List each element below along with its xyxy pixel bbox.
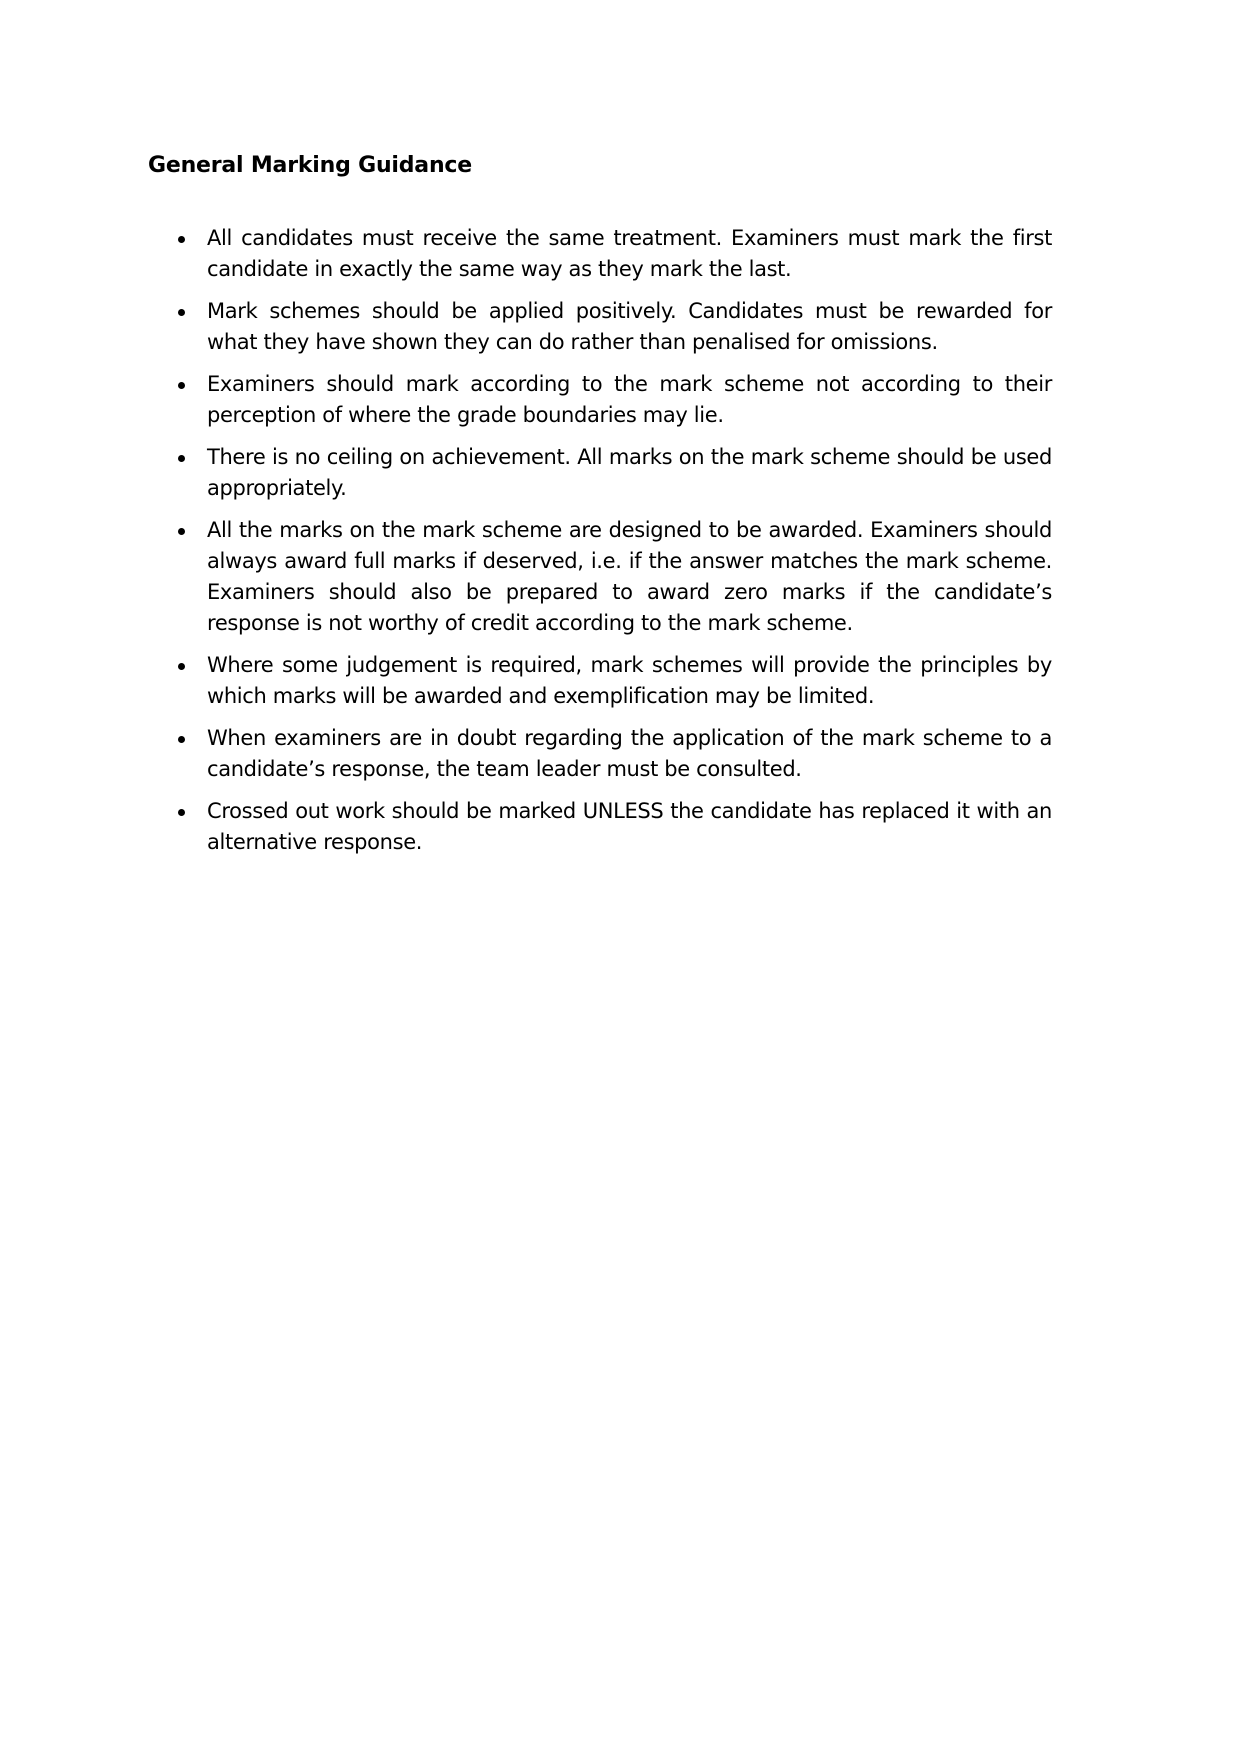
list-item	[148, 796, 1052, 858]
bullet-icon	[178, 382, 185, 389]
list-item-text: Examiners should mark according to the mark scheme not according to their perception of where the grade boundaries may lie.	[207, 372, 1052, 427]
list-item	[148, 650, 1052, 712]
list-item	[148, 223, 1052, 285]
bullet-icon	[178, 236, 185, 243]
guidance-list	[148, 223, 1052, 858]
list-item-text: All candidates must receive the same treatment. Examiners must mark the first candidate in exactly the same way as they mark the last.	[207, 226, 1052, 281]
list-item-text: Where some judgement is required, mark schemes will provide the principles by which marks will be awarded and exemplification may be limited.	[207, 653, 1052, 708]
list-item	[148, 442, 1052, 504]
bullet-icon	[178, 309, 185, 316]
list-item	[148, 515, 1052, 639]
bullet-icon	[178, 455, 185, 462]
document-page	[148, 150, 1052, 869]
list-item	[148, 369, 1052, 431]
list-item	[148, 296, 1052, 358]
list-item-text: All the marks on the mark scheme are designed to be awarded. Examiners should always award full marks if deserved, i.e. if the answer matches the mark scheme. Examiners should also be prepared to award zero marks if the candidate’s response is not worthy of credit according to the mark scheme.	[207, 518, 1052, 635]
bullet-icon	[178, 809, 185, 816]
list-item-text: Crossed out work should be marked UNLESS the candidate has replaced it with an alternative response.	[207, 799, 1052, 854]
list-item-text: When examiners are in doubt regarding the application of the mark scheme to a candidate’s response, the team leader must be consulted.	[207, 726, 1052, 781]
list-item-text: Mark schemes should be applied positively. Candidates must be rewarded for what they have shown they can do rather than penalised for omissions.	[207, 299, 1052, 354]
list-item-text: There is no ceiling on achievement. All marks on the mark scheme should be used appropriately.	[207, 445, 1052, 500]
bullet-icon	[178, 663, 185, 670]
bullet-icon	[178, 736, 185, 743]
bullet-icon	[178, 528, 185, 535]
page-title: General Marking Guidance	[148, 153, 472, 178]
list-item	[148, 723, 1052, 785]
